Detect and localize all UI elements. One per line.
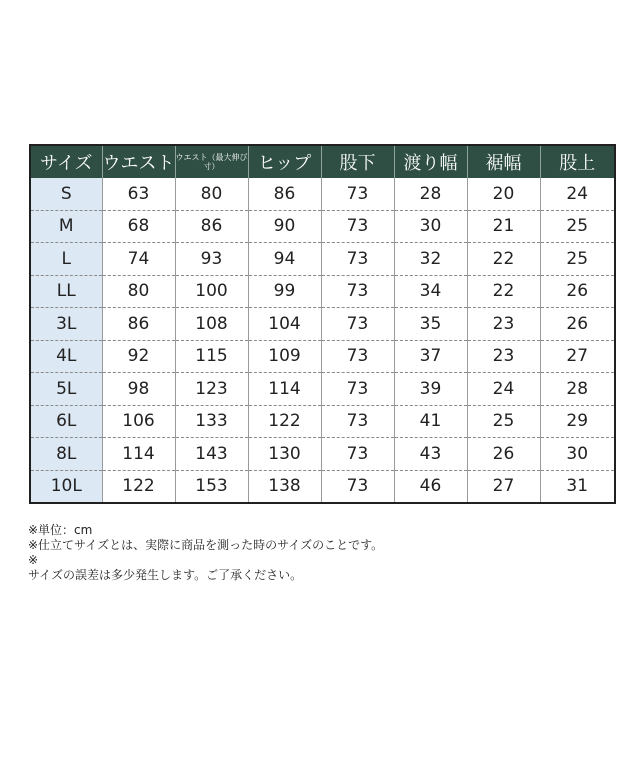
- table-row: [30, 405, 615, 438]
- size-label-cell: 6L: [30, 405, 102, 438]
- measurement-cell: 34: [394, 275, 467, 308]
- measurement-cell: 26: [540, 275, 615, 308]
- measurement-cell: 90: [248, 210, 321, 243]
- table-row: [30, 470, 615, 503]
- measurement-cell: 80: [175, 178, 248, 210]
- measurement-cell: 114: [102, 438, 175, 471]
- measurement-cell: 28: [394, 178, 467, 210]
- measurement-cell: 23: [467, 340, 540, 373]
- header-inseam: 股下: [321, 145, 394, 178]
- table-row: [30, 275, 615, 308]
- measurement-cell: 73: [321, 210, 394, 243]
- measurement-cell: 27: [540, 340, 615, 373]
- measurement-cell: 73: [321, 308, 394, 341]
- measurement-cell: 73: [321, 275, 394, 308]
- measurement-cell: 63: [102, 178, 175, 210]
- note-tolerance: サイズの誤差は多少発生します。ご了承ください。: [28, 568, 303, 582]
- note-mark: ※: [28, 553, 39, 567]
- measurement-cell: 153: [175, 470, 248, 503]
- measurement-cell: 122: [248, 405, 321, 438]
- measurement-cell: 74: [102, 243, 175, 276]
- measurement-cell: 35: [394, 308, 467, 341]
- measurement-cell: 114: [248, 373, 321, 406]
- size-label-cell: L: [30, 243, 102, 276]
- measurement-cell: 115: [175, 340, 248, 373]
- measurement-cell: 86: [102, 308, 175, 341]
- measurement-cell: 106: [102, 405, 175, 438]
- note-unit: ※単位：cm: [28, 523, 93, 537]
- measurement-cell: 46: [394, 470, 467, 503]
- measurement-cell: 68: [102, 210, 175, 243]
- measurement-cell: 22: [467, 275, 540, 308]
- measurement-cell: 29: [540, 405, 615, 438]
- measurement-cell: 27: [467, 470, 540, 503]
- table-row: [30, 178, 615, 210]
- measurement-cell: 80: [102, 275, 175, 308]
- size-label-cell: LL: [30, 275, 102, 308]
- measurement-cell: 26: [467, 438, 540, 471]
- size-label-cell: M: [30, 210, 102, 243]
- table-row: [30, 243, 615, 276]
- measurement-cell: 31: [540, 470, 615, 503]
- measurement-cell: 109: [248, 340, 321, 373]
- measurement-cell: 24: [467, 373, 540, 406]
- measurement-cell: 24: [540, 178, 615, 210]
- size-label-cell: 4L: [30, 340, 102, 373]
- size-chart-table: [29, 144, 616, 504]
- measurement-cell: 30: [540, 438, 615, 471]
- measurement-cell: 73: [321, 178, 394, 210]
- measurement-cell: 22: [467, 243, 540, 276]
- measurement-cell: 73: [321, 340, 394, 373]
- measurement-cell: 104: [248, 308, 321, 341]
- measurement-cell: 43: [394, 438, 467, 471]
- measurement-cell: 25: [540, 243, 615, 276]
- measurement-cell: 20: [467, 178, 540, 210]
- measurement-cell: 86: [248, 178, 321, 210]
- table-row: [30, 340, 615, 373]
- measurement-cell: 99: [248, 275, 321, 308]
- size-label-cell: 5L: [30, 373, 102, 406]
- measurement-cell: 94: [248, 243, 321, 276]
- measurement-cell: 100: [175, 275, 248, 308]
- header-thigh-width: 渡り幅: [394, 145, 467, 178]
- notes: [28, 523, 383, 583]
- header-hem-width: 裾幅: [467, 145, 540, 178]
- measurement-cell: 41: [394, 405, 467, 438]
- measurement-cell: 73: [321, 470, 394, 503]
- table-row: [30, 438, 615, 471]
- header-waist: ウエスト: [102, 145, 175, 178]
- measurement-cell: 30: [394, 210, 467, 243]
- measurement-cell: 138: [248, 470, 321, 503]
- measurement-cell: 23: [467, 308, 540, 341]
- table-row: [30, 210, 615, 243]
- size-label-cell: 8L: [30, 438, 102, 471]
- header-waist-max-stretch: ウエスト（最大伸び寸）: [175, 145, 248, 178]
- measurement-cell: 25: [540, 210, 615, 243]
- measurement-cell: 21: [467, 210, 540, 243]
- measurement-cell: 133: [175, 405, 248, 438]
- measurement-cell: 25: [467, 405, 540, 438]
- measurement-cell: 28: [540, 373, 615, 406]
- measurement-cell: 86: [175, 210, 248, 243]
- header-size: サイズ: [30, 145, 102, 178]
- measurement-cell: 73: [321, 373, 394, 406]
- measurement-cell: 98: [102, 373, 175, 406]
- measurement-cell: 73: [321, 438, 394, 471]
- header-hip: ヒップ: [248, 145, 321, 178]
- measurement-cell: 122: [102, 470, 175, 503]
- measurement-cell: 92: [102, 340, 175, 373]
- measurement-cell: 32: [394, 243, 467, 276]
- measurement-cell: 143: [175, 438, 248, 471]
- table-row: [30, 308, 615, 341]
- measurement-cell: 130: [248, 438, 321, 471]
- measurement-cell: 37: [394, 340, 467, 373]
- table-row: [30, 373, 615, 406]
- header-rise: 股上: [540, 145, 615, 178]
- measurement-cell: 26: [540, 308, 615, 341]
- note-measured: ※仕立てサイズとは、実際に商品を測った時のサイズのことです。: [28, 538, 384, 552]
- measurement-cell: 93: [175, 243, 248, 276]
- measurement-cell: 73: [321, 405, 394, 438]
- measurement-cell: 108: [175, 308, 248, 341]
- size-label-cell: 10L: [30, 470, 102, 503]
- size-label-cell: S: [30, 178, 102, 210]
- measurement-cell: 123: [175, 373, 248, 406]
- measurement-cell: 39: [394, 373, 467, 406]
- header-row: [30, 145, 615, 178]
- size-label-cell: 3L: [30, 308, 102, 341]
- table-body: [30, 178, 615, 503]
- measurement-cell: 73: [321, 243, 394, 276]
